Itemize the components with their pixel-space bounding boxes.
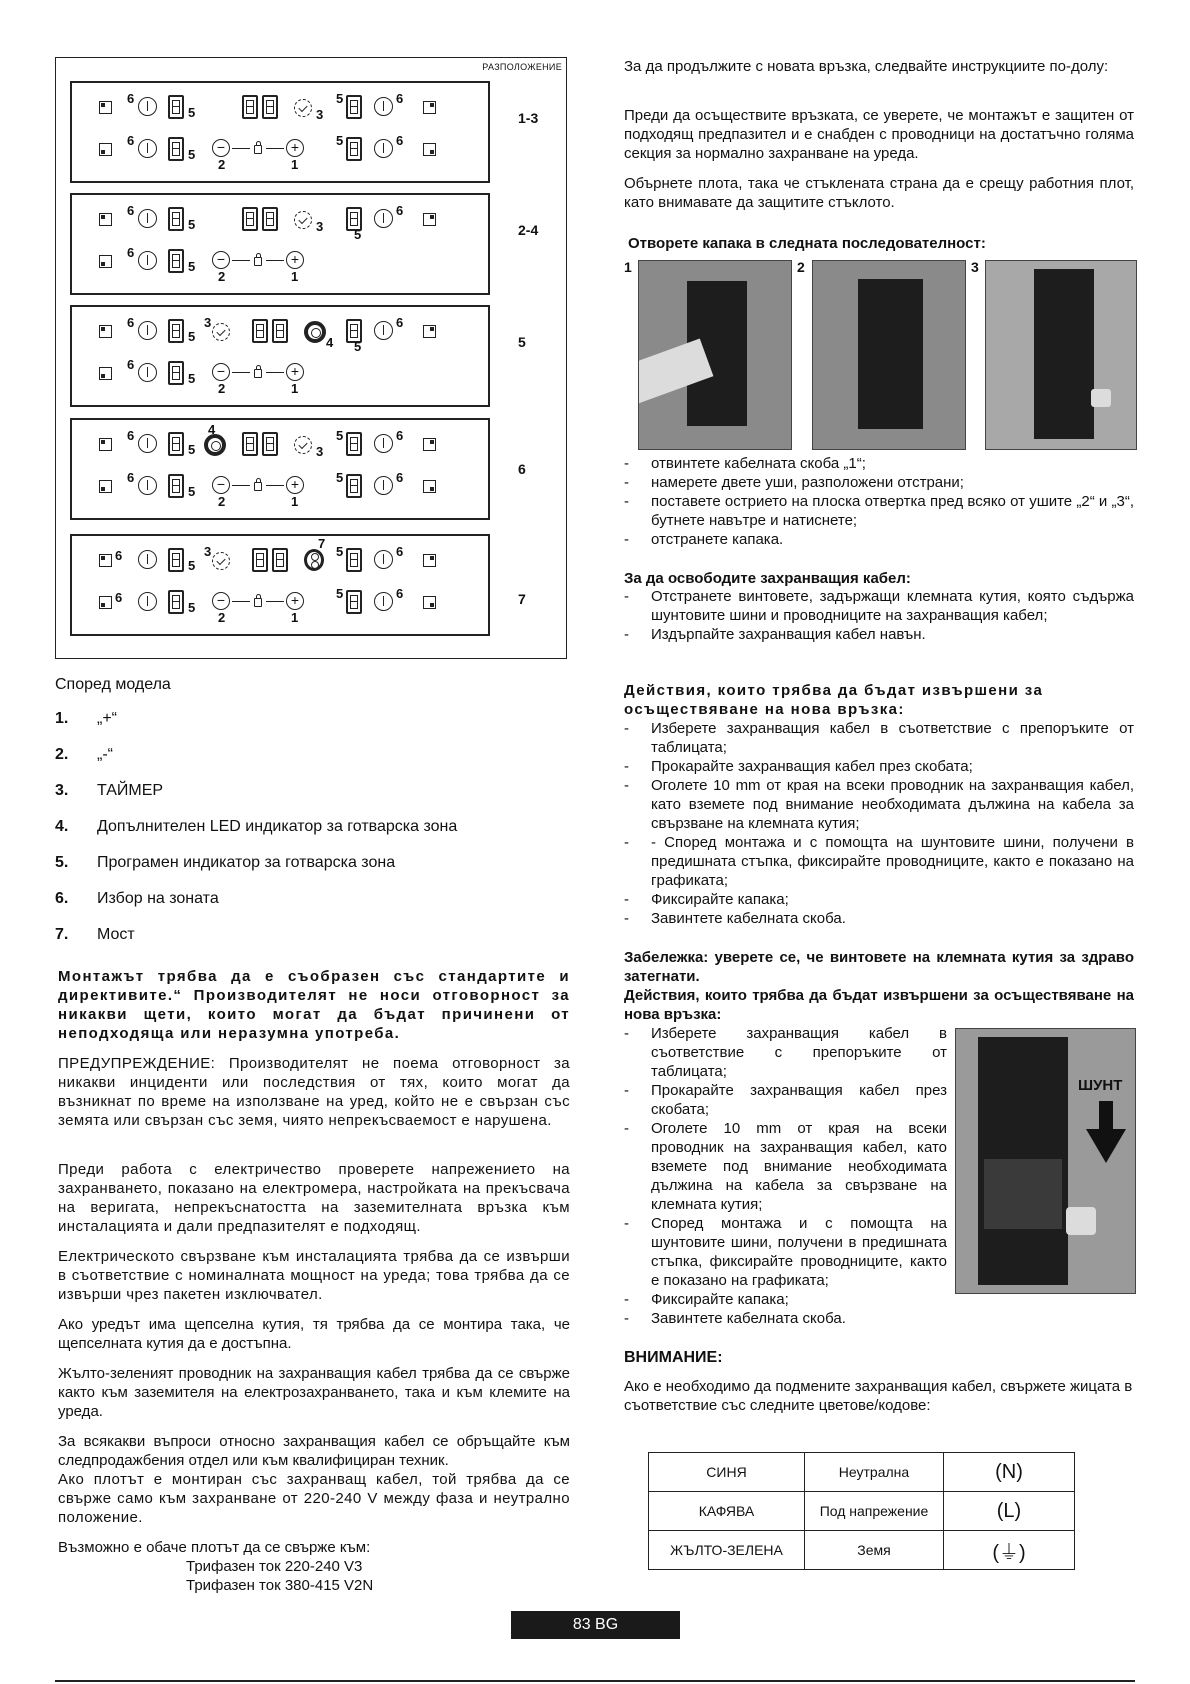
- legend-item: 6. Избор на зоната: [55, 890, 219, 907]
- callout-3: 3: [316, 444, 324, 459]
- table-cell: (⏚): [944, 1531, 1075, 1570]
- legend-item: 1. „+“: [55, 710, 117, 727]
- panel-row-top: [82, 536, 482, 584]
- callout-6: 6: [127, 91, 135, 106]
- callout-3: 3: [316, 219, 324, 234]
- control-panel-2-4: [70, 193, 490, 295]
- power-icon: [374, 139, 393, 158]
- lock-icon: [254, 598, 262, 607]
- digit-display: [252, 319, 268, 343]
- callout-6: 6: [127, 245, 135, 260]
- callout-1: 1: [291, 157, 299, 172]
- list-item: - поставете острието на плоска отвертка пред всяко от ушите „2“ и „3“, бутнете навътре и натиснете;: [624, 493, 1134, 529]
- paragraph: Обърнете плота, така че стъклената страна да е срещу работния плот, като внимавате да защитите стъклото.: [624, 175, 1134, 211]
- open-steps-list: [624, 454, 1134, 549]
- power-icon: [138, 592, 157, 611]
- zone-indicator-icon: [423, 213, 436, 226]
- panel-row-bottom: [82, 245, 482, 285]
- callout-2: 2: [218, 610, 226, 625]
- table-row: [649, 1453, 1075, 1492]
- table-cell: КАФЯВА: [649, 1492, 805, 1531]
- power-icon: [138, 476, 157, 495]
- paragraph: За да продължите с новата връзка, следвайте инструкциите по-долу:: [624, 58, 1109, 75]
- table-row: [649, 1531, 1075, 1570]
- plus-icon: +: [286, 251, 304, 269]
- zone-indicator-icon: [99, 480, 112, 493]
- attention-text: Ако е необходимо да подмените захранващия кабел, свържете жицата в съответствие със следните цветове/кодове:: [624, 1378, 1133, 1414]
- timer-icon: [212, 323, 230, 341]
- callout-6: 6: [127, 203, 135, 218]
- paragraph: Възможно е обаче плотът да се свърже към:: [58, 1539, 371, 1556]
- callout-1: 1: [291, 381, 299, 396]
- list-item: - Оголете 10 mm от края на всеки проводник на захранващия кабел, като вземете под внимание необходимата дължина на кабела за свързване на клемната кутия;: [624, 1120, 947, 1213]
- digit-display: [346, 474, 362, 498]
- terminal-cover-photo-3: [985, 260, 1137, 450]
- paragraph: Преди работа с електричество проверете напрежението на захранването, показано на електромера, настройката на прекъсвача на веригата, непрекъснатостта на заземителната връзка към инсталацията и дали предпазителят е подходящ.: [58, 1161, 570, 1235]
- power-icon: [138, 434, 157, 453]
- callout-2: 2: [218, 269, 226, 284]
- timer-icon: [212, 552, 230, 570]
- list-item: - Фиксирайте капака;: [624, 1291, 789, 1308]
- shunt-label: ШУНТ: [1078, 1077, 1123, 1094]
- note: Забележка: уверете се, че винтовете на клемната кутия за здраво затегнати.: [624, 949, 1134, 985]
- slider-line: [266, 260, 284, 261]
- digit-display: [168, 548, 184, 572]
- digit-display: [242, 207, 258, 231]
- power-icon: [374, 476, 393, 495]
- timer-icon: [294, 211, 312, 229]
- plus-icon: +: [286, 592, 304, 610]
- zone-indicator-icon: [99, 101, 112, 114]
- terminal-cover-photo-1: [638, 260, 792, 450]
- callout-5: 5: [188, 371, 196, 386]
- table-cell: (L): [944, 1492, 1075, 1531]
- digit-display: [242, 95, 258, 119]
- power-icon: [138, 363, 157, 382]
- power-icon: [374, 592, 393, 611]
- digit-display: [168, 474, 184, 498]
- legend-item: 3. ТАЙМЕР: [55, 782, 164, 799]
- callout-3: 3: [316, 107, 324, 122]
- minus-icon: −: [212, 251, 230, 269]
- section-heading: За да освободите захранващия кабел:: [624, 570, 911, 587]
- callout-6: 6: [396, 544, 404, 559]
- table-cell: (N): [944, 1453, 1075, 1492]
- power-icon: [374, 209, 393, 228]
- callout-1: 1: [291, 269, 299, 284]
- table-cell: ЖЪЛТО-ЗЕЛЕНА: [649, 1531, 805, 1570]
- callout-5: 5: [336, 586, 344, 601]
- callout-5: 5: [188, 217, 196, 232]
- list-item: - Оголете 10 mm от края на всеки проводник на захранващия кабел, като вземете под внимание необходимата дължина на кабела за свързване на клемната кутия;: [624, 777, 1134, 832]
- arrow-down-icon: [1086, 1101, 1126, 1165]
- lock-icon: [254, 482, 262, 491]
- callout-5: 5: [188, 558, 196, 573]
- control-panel-7: [70, 534, 490, 636]
- zone-indicator-icon: [99, 554, 112, 567]
- zone-indicator-icon: [99, 325, 112, 338]
- slider-line: [266, 485, 284, 486]
- section-heading: Действия, които трябва да бъдат извършени за осъществяване на нова връзка:: [624, 987, 1134, 1023]
- attention-heading: ВНИМАНИЕ:: [624, 1349, 723, 1366]
- callout-6: 6: [127, 133, 135, 148]
- zone-indicator-icon: [99, 213, 112, 226]
- zone-indicator-icon: [423, 438, 436, 451]
- legend-item: 5. Програмен индикатор за готварска зона: [55, 854, 396, 871]
- bridge-icon: [304, 549, 324, 571]
- callout-5: 5: [354, 227, 362, 242]
- list-item: - отстранете капака.: [624, 531, 784, 548]
- list-item: - - Според монтажа и с помощта на шунтовите шини, получени в предишната стъпка, фиксирайте проводниците, както е показано на графиката;: [624, 834, 1134, 889]
- power-icon: [374, 434, 393, 453]
- callout-5: 5: [188, 259, 196, 274]
- callout-4: 4: [326, 335, 334, 350]
- page-number: 83 BG: [511, 1611, 680, 1639]
- zone-indicator-icon: [99, 596, 112, 609]
- paragraph: Преди да осъществите връзката, се уверете, че монтажът е защитен от подходящ предпазител и е снабден с проводници на достатъчно голяма секция за нормално захранване на уреда.: [624, 107, 1134, 162]
- zone-indicator-icon: [423, 143, 436, 156]
- table-cell: Неутрална: [805, 1453, 944, 1492]
- panel-row-bottom: [82, 357, 482, 397]
- panel-label: 6: [518, 461, 526, 477]
- paragraph: Ако плотът е монтиран със захранващ кабел, той трябва да се свърже само към захранване от 220-240 V между фаза и неутрално положение.: [58, 1471, 570, 1526]
- three-phase-option: Трифазен ток 220-240 V3: [186, 1558, 363, 1575]
- panel-row-top: [82, 91, 482, 131]
- actions2-steps-list: [624, 1024, 947, 1328]
- legend-item: 4. Допълнителен LED индикатор за готварска зона: [55, 818, 458, 835]
- digit-display: [168, 137, 184, 161]
- callout-5: 5: [336, 544, 344, 559]
- slider-line: [232, 601, 250, 602]
- lock-icon: [254, 257, 262, 266]
- zone-indicator-icon: [423, 480, 436, 493]
- control-layout-diagram: [55, 57, 567, 659]
- list-item: - отвинтете кабелната скоба „1“;: [624, 455, 866, 472]
- digit-display: [272, 548, 288, 572]
- digit-display: [168, 319, 184, 343]
- list-item: - Изберете захранващия кабел в съответствие с препоръките от таблицата;: [624, 1025, 947, 1080]
- list-item: - Прокарайте захранващия кабел през скобата;: [624, 1082, 947, 1118]
- control-panel-1-3: [70, 81, 490, 183]
- power-icon: [138, 321, 157, 340]
- paragraph: Ако уредът има щепселна кутия, тя трябва да се монтира така, че щепселната кутия да е достъпна.: [58, 1316, 570, 1352]
- power-icon: [374, 321, 393, 340]
- timer-icon: [294, 99, 312, 117]
- panel-row-bottom: [82, 586, 482, 626]
- digit-display: [242, 432, 258, 456]
- power-icon: [374, 97, 393, 116]
- slider-line: [232, 260, 250, 261]
- callout-3: 3: [204, 544, 212, 559]
- power-icon: [138, 550, 157, 569]
- control-panel-5: [70, 305, 490, 407]
- panel-label: 2-4: [518, 222, 539, 238]
- digit-display: [168, 590, 184, 614]
- plus-icon: +: [286, 476, 304, 494]
- digit-display: [346, 432, 362, 456]
- slider-line: [266, 372, 284, 373]
- callout-5: 5: [336, 470, 344, 485]
- callout-6: 6: [127, 428, 135, 443]
- actions-steps-list: [624, 719, 1134, 928]
- zone-indicator-icon: [423, 325, 436, 338]
- callout-6: 6: [396, 470, 404, 485]
- callout-5: 5: [336, 91, 344, 106]
- digit-display: [262, 207, 278, 231]
- slider-line: [232, 148, 250, 149]
- list-item: - Изберете захранващия кабел в съответствие с препоръките от таблицата;: [624, 720, 1134, 756]
- callout-5: 5: [188, 147, 196, 162]
- panel-label: 7: [518, 591, 526, 607]
- callout-6: 6: [396, 91, 404, 106]
- paragraph: Жълто-зеленият проводник на захранващия кабел трябва да се свърже както към заземителя на електрозахранването, така и към клемите на уреда.: [58, 1365, 570, 1420]
- callout-5: 5: [336, 133, 344, 148]
- digit-display: [252, 548, 268, 572]
- callout-3: 3: [204, 315, 212, 330]
- minus-icon: −: [212, 363, 230, 381]
- led-indicator-icon: [304, 321, 326, 343]
- photo-label: 2: [797, 259, 805, 275]
- plus-icon: +: [286, 139, 304, 157]
- callout-6: 6: [396, 315, 404, 330]
- digit-display: [346, 590, 362, 614]
- digit-display: [262, 95, 278, 119]
- model-note: Според модела: [55, 676, 171, 693]
- callout-5: 5: [336, 428, 344, 443]
- zone-indicator-icon: [99, 438, 112, 451]
- digit-display: [272, 319, 288, 343]
- callout-6: 6: [396, 586, 404, 601]
- photo-label: 1: [624, 259, 632, 275]
- callout-5: 5: [188, 329, 196, 344]
- digit-display: [168, 95, 184, 119]
- minus-icon: −: [212, 476, 230, 494]
- control-panel-6: [70, 418, 490, 520]
- list-item: - Прокарайте захранващия кабел през скобата;: [624, 758, 973, 775]
- panel-label: 1-3: [518, 110, 539, 126]
- callout-6: 6: [396, 203, 404, 218]
- callout-6: 6: [127, 357, 135, 372]
- list-item: - Завинтете кабелната скоба.: [624, 910, 846, 927]
- legend-item: 2. „-“: [55, 746, 113, 763]
- table-cell: Под напрежение: [805, 1492, 944, 1531]
- wire-color-table: [648, 1452, 1075, 1570]
- slider-line: [266, 601, 284, 602]
- callout-2: 2: [218, 381, 226, 396]
- panel-row-bottom: [82, 470, 482, 510]
- three-phase-option: Трифазен ток 380-415 V2N: [186, 1577, 374, 1594]
- diagram-label: РАЗПОЛОЖЕНИЕ: [482, 62, 562, 72]
- zone-indicator-icon: [423, 596, 436, 609]
- callout-5: 5: [188, 484, 196, 499]
- section-heading: Действия, които трябва да бъдат извършени за осъществяване на нова връзка:: [624, 682, 1044, 718]
- slider-line: [232, 485, 250, 486]
- panel-row-bottom: [82, 133, 482, 173]
- plus-icon: +: [286, 363, 304, 381]
- panel-label: 5: [518, 334, 526, 350]
- digit-display: [168, 361, 184, 385]
- power-icon: [138, 251, 157, 270]
- power-icon: [138, 209, 157, 228]
- footer-divider: [55, 1680, 1135, 1682]
- paragraph: ПРЕДУПРЕЖДЕНИЕ: Производителят не поема отговорност за никакви инциденти или последствия от тях, които могат да възникнат по време на използване на уред, който не е свързан със земята или свързан със земя, чиято непрекъсваемост е нарушена.: [58, 1055, 570, 1129]
- panel-row-top: [82, 203, 482, 243]
- section-heading: Отворете капака в следната последователност:: [628, 235, 986, 252]
- list-item: - Фиксирайте капака;: [624, 891, 789, 908]
- digit-display: [168, 207, 184, 231]
- panel-row-top: [82, 315, 482, 355]
- callout-5: 5: [354, 339, 362, 354]
- zone-indicator-icon: [423, 101, 436, 114]
- lock-icon: [254, 369, 262, 378]
- table-row: [649, 1492, 1075, 1531]
- callout-6: 6: [115, 590, 123, 605]
- release-steps-list: [624, 587, 1134, 644]
- digit-display: [346, 95, 362, 119]
- panel-row-top: [82, 422, 482, 468]
- power-icon: [138, 139, 157, 158]
- shunt-terminal-photo: [955, 1028, 1136, 1294]
- digit-display: [262, 432, 278, 456]
- callout-6: 6: [396, 133, 404, 148]
- callout-5: 5: [188, 442, 196, 457]
- digit-display: [346, 137, 362, 161]
- list-item: - Отстранете винтовете, задържащи клемната кутия, която съдържа шунтовите шини и проводниците на захранващия кабел;: [624, 588, 1134, 624]
- callout-4: 4: [208, 422, 216, 437]
- power-icon: [138, 97, 157, 116]
- installation-warning: Монтажът трябва да е съобразен със стандартите и директивите.“ Производителят не носи отговорност за никакви щети, които могат да бъдат причинени от неподходяща или неразумна употреба.: [58, 968, 570, 1042]
- slider-line: [266, 148, 284, 149]
- callout-1: 1: [291, 610, 299, 625]
- table-cell: СИНЯ: [649, 1453, 805, 1492]
- terminal-cover-photo-2: [812, 260, 966, 450]
- callout-6: 6: [115, 548, 123, 563]
- minus-icon: −: [212, 139, 230, 157]
- callout-6: 6: [127, 470, 135, 485]
- callout-2: 2: [218, 157, 226, 172]
- zone-indicator-icon: [99, 367, 112, 380]
- callout-6: 6: [127, 315, 135, 330]
- callout-1: 1: [291, 494, 299, 509]
- led-indicator-icon: [204, 434, 226, 456]
- callout-5: 5: [188, 600, 196, 615]
- zone-indicator-icon: [99, 255, 112, 268]
- table-cell: Земя: [805, 1531, 944, 1570]
- callout-2: 2: [218, 494, 226, 509]
- zone-indicator-icon: [423, 554, 436, 567]
- digit-display: [346, 548, 362, 572]
- timer-icon: [294, 436, 312, 454]
- digit-display: [168, 432, 184, 456]
- list-item: - намерете двете уши, разположени отстрани;: [624, 474, 964, 491]
- list-item: - Завинтете кабелната скоба.: [624, 1310, 846, 1327]
- list-item: - Според монтажа и с помощта на шунтовите шини, получени в предишната стъпка, фиксирайте проводниците, както е показано на графиката;: [624, 1215, 947, 1289]
- lock-icon: [254, 145, 262, 154]
- callout-7: 7: [318, 536, 326, 551]
- slider-line: [232, 372, 250, 373]
- paragraph: Електрическото свързване към инсталацията трябва да се извърши в съответствие с номиналната мощност на уреда; това трябва да се извърши чрез пакетен изключвател.: [58, 1248, 570, 1303]
- paragraph: За всякакви въпроси относно захранващия кабел се обръщайте към следпродажбения отдел или към квалифициран техник.: [58, 1433, 570, 1469]
- legend-item: 7. Мост: [55, 926, 135, 943]
- power-icon: [374, 550, 393, 569]
- photo-label: 3: [971, 259, 979, 275]
- callout-6: 6: [396, 428, 404, 443]
- minus-icon: −: [212, 592, 230, 610]
- callout-5: 5: [188, 105, 196, 120]
- list-item: - Издърпайте захранващия кабел навън.: [624, 626, 926, 643]
- digit-display: [168, 249, 184, 273]
- zone-indicator-icon: [99, 143, 112, 156]
